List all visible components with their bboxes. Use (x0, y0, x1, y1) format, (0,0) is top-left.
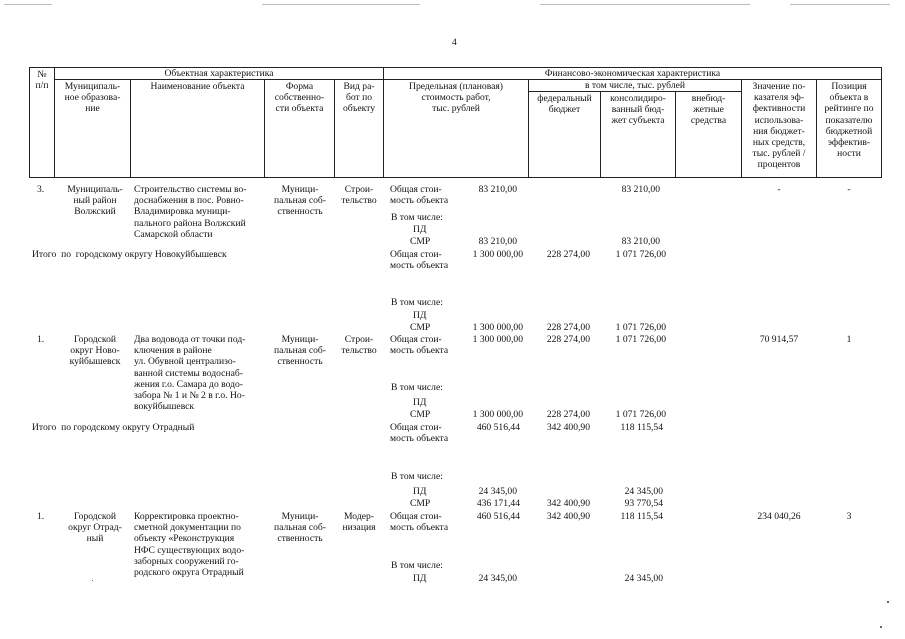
row-municipality: Муниципаль- ный район Волжский (67, 184, 123, 218)
row-total-cost: 1 300 000,00 (472, 334, 523, 345)
row-work-type: Строи- тельство (341, 184, 377, 207)
header-object-group: Объектная характеристика (164, 68, 274, 79)
row-including-label: В том числе: (391, 471, 443, 482)
header-federal: федеральный бюджет (537, 93, 592, 116)
row-federal: 228 274,00 (546, 334, 590, 345)
row-efficiency: 70 914,57 (759, 334, 799, 345)
row-total-cost: 460 516,44 (476, 422, 520, 433)
row-consolidated: 83 210,00 (621, 184, 660, 195)
row-total-cost: 83 210,00 (478, 184, 517, 195)
row-smr-total: 436 171,44 (476, 498, 520, 509)
row-pd-total: 24 345,00 (478, 486, 517, 497)
row-smr-label: СМР (410, 236, 431, 247)
row-federal: 342 400,90 (546, 422, 590, 433)
row-efficiency: 234 040,26 (757, 511, 801, 522)
row-rank: 1 (846, 334, 852, 345)
header-fin-group: Финансово-экономическая характеристика (544, 68, 721, 79)
scan-edge-rule (262, 4, 420, 5)
row-pd-label: ПД (413, 486, 427, 497)
header-planned-cost: Предельная (плановая) стоимость работ, тыс. рублей (409, 81, 503, 115)
row-pd-label: ПД (413, 573, 427, 584)
scan-edge-rule (790, 4, 890, 5)
row-total-label: Общая стои- мость объекта (390, 334, 449, 357)
row-smr-total: 1 300 000,00 (472, 322, 523, 333)
row-total-label: Общая стои- мость объекта (390, 249, 449, 272)
row-consolidated: 1 071 726,00 (615, 334, 666, 345)
header-rank: Позиция объекта в рейтинге по показателю бюджетной эффектив- ности (824, 81, 874, 160)
row-efficiency: - (777, 184, 781, 195)
row-object-name: Два водовода от точки под- ключения в районе ул. Обувной централизо- ванной системы водоснаб- жения г.о. Самара до водо- забора № 1 и № 2 в г.о. Но- вокуйбышевск (134, 334, 246, 413)
scan-edge-rule (540, 4, 750, 5)
row-total-label: Общая стои- мость объекта (390, 422, 449, 445)
header-work-type: Вид ра- бот по объекту (342, 81, 376, 115)
row-including-label: В том числе: (391, 560, 443, 571)
row-pd-label: ПД (413, 310, 427, 321)
subtotal-label: Итого по городскому округу Отрадный (32, 422, 195, 433)
row-including-label: В том числе: (391, 382, 443, 393)
row-smr-federal: 228 274,00 (546, 409, 590, 420)
row-rank: 3 (846, 511, 852, 522)
row-federal: 228 274,00 (546, 249, 590, 260)
row-pd-label: ПД (413, 224, 427, 235)
row-smr-consolidated: 83 210,00 (621, 236, 660, 247)
header-municipality: Муниципаль- ное образова- ние (64, 81, 121, 115)
row-ownership: Муници- пальная соб- ственность (274, 334, 326, 368)
row-consolidated: 118 115,54 (620, 511, 663, 522)
row-smr-consolidated: 93 770,54 (624, 498, 663, 509)
row-municipality: Городской округ Отрад- ный (68, 511, 122, 545)
row-number: 3. (37, 184, 45, 195)
subtotal-label: Итого по городскому округу Новокуйбышевск (32, 249, 227, 260)
row-federal: 342 400,90 (546, 511, 590, 522)
header-consolidated: консолидиро- ванный бюд- жет субъекта (610, 93, 666, 127)
row-pd-consolidated: 24 345,00 (624, 573, 663, 584)
row-object-name: Корректировка проектно- сметной документации по объекту «Реконструкция НФС существующих водо- заборных сооружений го- родского округа Отрадный (134, 511, 245, 579)
scan-speck (887, 601, 889, 603)
row-rank: - (847, 184, 851, 195)
row-pd-label: ПД (413, 397, 427, 408)
row-smr-total: 1 300 000,00 (472, 409, 523, 420)
page-number: 4 (452, 38, 457, 48)
row-consolidated: 118 115,54 (620, 422, 663, 433)
row-work-type: Модер- низация (342, 511, 376, 534)
row-object-name: Строительство системы во- доснабжения в пос. Ровно- Владимировка муници- пального района Волжский Самарской области (134, 184, 247, 240)
row-work-type: Строи- тельство (341, 334, 377, 357)
row-total-label: Общая стои- мость объекта (390, 511, 449, 534)
row-smr-federal: 228 274,00 (546, 322, 590, 333)
row-consolidated: 1 071 726,00 (615, 249, 666, 260)
header-ownership: Форма собственно- сти объекта (274, 81, 325, 115)
row-including-label: В том числе: (391, 212, 443, 223)
row-ownership: Муници- пальная соб- ственность (274, 511, 326, 545)
scan-speck (92, 580, 93, 581)
row-number: 1. (37, 511, 45, 522)
header-including: в том числе, тыс. рублей (585, 80, 685, 91)
header-no: № п/п (35, 69, 49, 92)
header-object-name: Наименование объекта (150, 81, 245, 92)
scan-edge-rule (4, 4, 52, 5)
row-municipality: Городской округ Ново- куйбышевск (69, 334, 121, 368)
row-smr-federal: 342 400,90 (546, 498, 590, 509)
row-smr-label: СМР (410, 498, 431, 509)
header-efficiency: Значение по- казателя эф- фективности использова- ния бюджет- ных средств, тыс. рублей / процентов (752, 81, 806, 171)
row-pd-total: 24 345,00 (478, 573, 517, 584)
row-including-label: В том числе: (391, 297, 443, 308)
row-ownership: Муници- пальная соб- ственность (274, 184, 326, 218)
row-total-cost: 460 516,44 (476, 511, 520, 522)
row-smr-consolidated: 1 071 726,00 (615, 409, 666, 420)
row-smr-total: 83 210,00 (478, 236, 517, 247)
row-smr-consolidated: 1 071 726,00 (615, 322, 666, 333)
scan-speck (880, 626, 882, 628)
row-total-cost: 1 300 000,00 (472, 249, 523, 260)
row-smr-label: СМР (410, 409, 431, 420)
row-smr-label: СМР (410, 322, 431, 333)
row-number: 1. (37, 334, 45, 345)
row-pd-consolidated: 24 345,00 (624, 486, 663, 497)
header-extrabudget: внебюд- жетные средства (690, 93, 727, 127)
row-total-label: Общая стои- мость объекта (390, 184, 449, 207)
